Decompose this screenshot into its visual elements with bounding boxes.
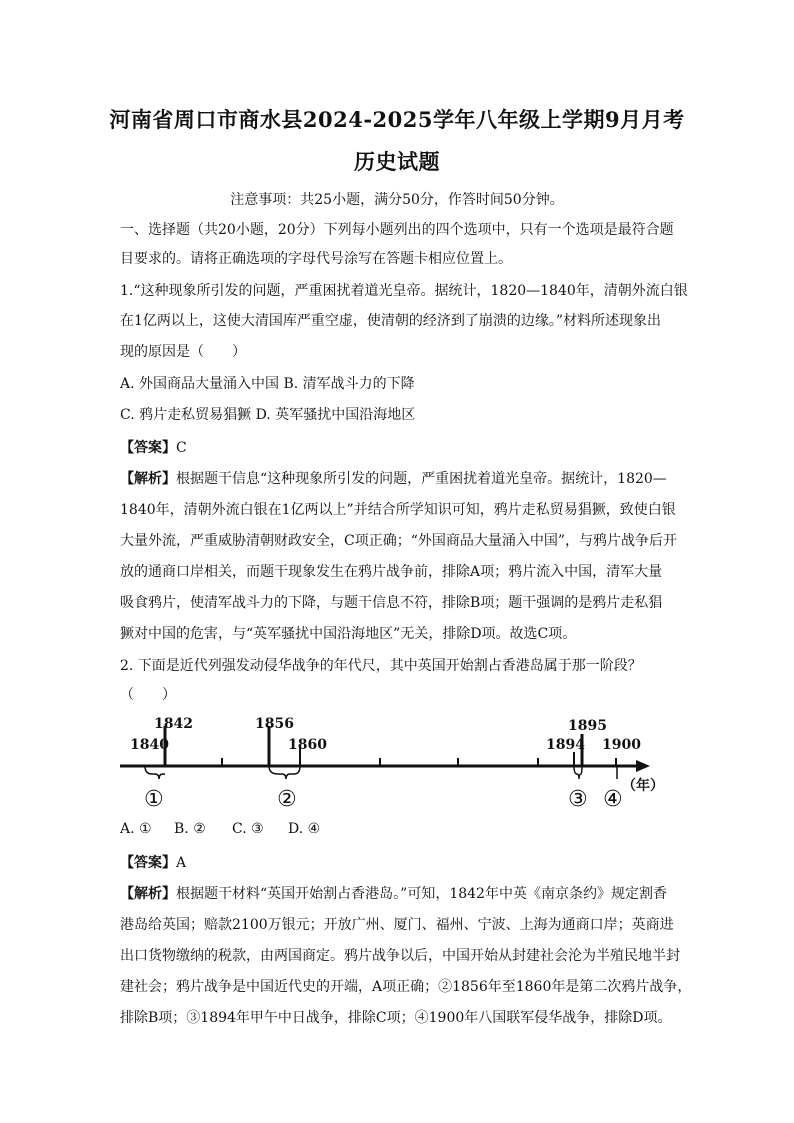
option-letter: B. xyxy=(174,821,189,837)
exam-notice: 注意事项：共25小题，满分50分，作答时间50分钟。 xyxy=(230,192,564,208)
q2-analysis-line4: 建社会；鸦片战争是中国近代史的开端，A项正确；②1856年至1860年是第二次鸦片战争， xyxy=(120,979,692,995)
option-letter: D. xyxy=(288,821,304,837)
year-label-1894: 1894 xyxy=(546,737,585,753)
analysis-tag: 【解析】 xyxy=(120,471,176,487)
analysis-text: 根据题干信息“这种现象所引发的问题，严重困扰着道光皇帝。据统计，1820— xyxy=(176,471,667,487)
q2-stem-line2: （ ） xyxy=(120,687,176,703)
page-subtitle: 历史试题 xyxy=(354,149,440,174)
section-instruction-line2: 目要求的。请将正确选项的字母代号涂写在答题卡相应位置上。 xyxy=(120,251,512,267)
q1-analysis-line2: 1840年，清朝外流白银在1亿两以上”并结合所学知识可知，鸦片走私贸易猖獗，致使白银 xyxy=(120,502,676,518)
year-label-1842: 1842 xyxy=(154,716,193,732)
option-mark: ① xyxy=(139,821,152,837)
q2-stem-line1: 2. 下面是近代列强发动侵华战争的年代尺，其中英国开始割占香港岛属于那一阶段？ xyxy=(120,658,642,674)
answer-value: C xyxy=(176,440,187,456)
year-label-1900: 1900 xyxy=(602,737,641,753)
q2-option-d xyxy=(288,821,320,837)
brace-1 xyxy=(145,766,165,779)
option-mark: ② xyxy=(193,821,206,837)
year-label-1895: 1895 xyxy=(568,718,607,734)
q2-option-c xyxy=(232,821,264,837)
q1-analysis-line6: 獗对中国的危害，与“英军骚扰中国沿海地区”无关，排除D项。故选C项。 xyxy=(120,626,577,642)
q1-analysis-line1 xyxy=(120,468,667,488)
section-instruction-line1: 一、选择题（共20小题，20分）下列每小题列出的四个选项中，只有一个选项是最符合题 xyxy=(120,222,674,238)
stage-marker-4: ④ xyxy=(603,787,623,812)
stage-marker-1: ① xyxy=(144,787,164,812)
answer-tag: 【答案】 xyxy=(120,440,176,456)
option-letter: C. xyxy=(232,821,247,837)
year-label-1840: 1840 xyxy=(130,737,169,753)
q2-analysis-line3: 出口货物缴纳的税款，由两国商定。鸦片战争以后，中国开始从封建社会沦为半殖民地半封 xyxy=(120,948,680,964)
q2-option-b xyxy=(174,821,206,837)
q1-analysis-line3: 大量外流，严重威胁清朝财政安全，C项正确；“外国商品大量涌入中国”，与鸦片战争后开 xyxy=(120,533,678,549)
page-title: 河南省周口市商水县2024-2025学年八年级上学期9月月考 xyxy=(109,107,685,132)
stage-marker-2: ② xyxy=(277,787,297,812)
q2-analysis-line5: 排除B项；③1894年甲午中日战争，排除C项；④1900年八国联军侵华战争，排除D项。 xyxy=(120,1010,672,1026)
q1-options-row2: C. 鸦片走私贸易猖獗 D. 英军骚扰中国沿海地区 xyxy=(120,407,416,423)
analysis-tag: 【解析】 xyxy=(120,886,176,902)
q1-stem-line1: 1.“这种现象所引发的问题，严重困扰着道光皇帝。据统计，1820—1840年，清朝外流白银 xyxy=(120,283,688,299)
year-label-1860: 1860 xyxy=(288,737,327,753)
analysis-text: 根据题干材料“英国开始割占香港岛。”可知，1842年中英《南京条约》规定割香 xyxy=(176,886,667,902)
answer-tag: 【答案】 xyxy=(120,855,176,871)
option-mark: ④ xyxy=(307,821,321,837)
q1-stem-line2: 在1亿两以上，这使大清国库严重空虚，使清朝的经济到了崩溃的边缘。”材料所述现象出 xyxy=(120,313,662,329)
brace-2 xyxy=(269,766,300,779)
timeline-unit: （年） xyxy=(622,778,664,794)
q2-answer xyxy=(120,852,186,872)
q2-analysis-line1 xyxy=(120,883,667,903)
q1-answer xyxy=(120,437,187,457)
brace-3 xyxy=(574,766,582,779)
year-label-1856: 1856 xyxy=(255,716,294,732)
q1-stem-line3: 现的原因是（ ） xyxy=(120,344,246,360)
arrow-icon xyxy=(636,760,650,772)
q1-options-row1: A. 外国商品大量涌入中国 B. 清军战斗力的下降 xyxy=(120,376,415,392)
q1-analysis-line4: 放的通商口岸相关，而题干现象发生在鸦片战争前，排除A项；鸦片流入中国，清军大量 xyxy=(120,564,663,580)
q2-analysis-line2: 港岛给英国；赔款2100万银元；开放广州、厦门、福州、宁波、上海为通商口岸；英商进 xyxy=(120,917,674,933)
timeline-diagram xyxy=(112,708,692,812)
q2-option-a xyxy=(120,821,152,837)
option-letter: A. xyxy=(120,821,135,837)
option-mark: ③ xyxy=(251,821,264,837)
stage-marker-3: ③ xyxy=(568,787,588,812)
q1-analysis-line5: 吸食鸦片，使清军战斗力的下降，与题干信息不符，排除B项；题干强调的是鸦片走私猖 xyxy=(120,595,663,611)
answer-value: A xyxy=(176,855,187,871)
